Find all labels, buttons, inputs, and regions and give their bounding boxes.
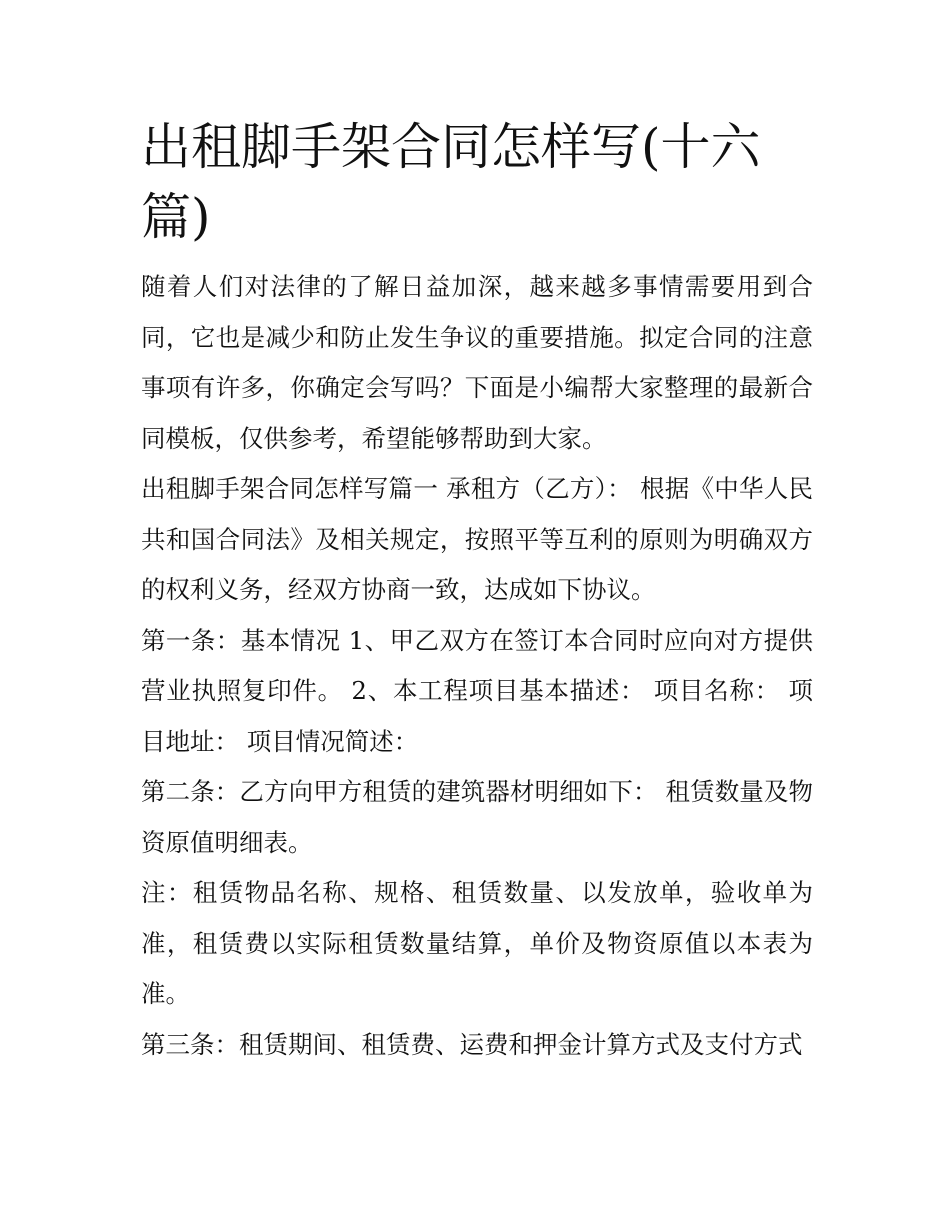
document-title: 出租脚手架合同怎样写(十六篇) xyxy=(141,118,761,246)
paragraph-intro: 随着人们对法律的了解日益加深，越来越多事情需要用到合同，它也是减少和防止发生争议的重要措施。拟定合同的注意事项有许多，你确定会写吗？下面是小编帮大家整理的最新合同模板，仅供参考，希望能够帮助到大家。 xyxy=(141,272,813,453)
paragraph-article-three: 第三条：租赁期间、租赁费、运费和押金计算方式及支付方式 xyxy=(141,1029,803,1059)
paragraph-note: 注：租赁物品名称、规格、租赁数量、以发放单，验收单为准，租赁费以实际租赁数量结算，单价及物资原值以本表为准。 xyxy=(141,878,813,1008)
paragraph-article-two: 第二条：乙方向甲方租赁的建筑器材明细如下： 租赁数量及物资原值明细表。 xyxy=(141,777,813,857)
document-body xyxy=(141,112,813,1070)
paragraph-section-one: 出租脚手架合同怎样写篇一 承租方（乙方）： 根据《中华人民共和国合同法》及相关规定，按照平等互利的原则为明确双方的权利义务，经双方协商一致，达成如下协议。 xyxy=(141,474,813,604)
paragraph-article-one: 第一条：基本情况 1、甲乙双方在签订本合同时应向对方提供营业执照复印件。 2、本工程项目基本描述： 项目名称： 项目地址： 项目情况简述： xyxy=(141,625,813,756)
